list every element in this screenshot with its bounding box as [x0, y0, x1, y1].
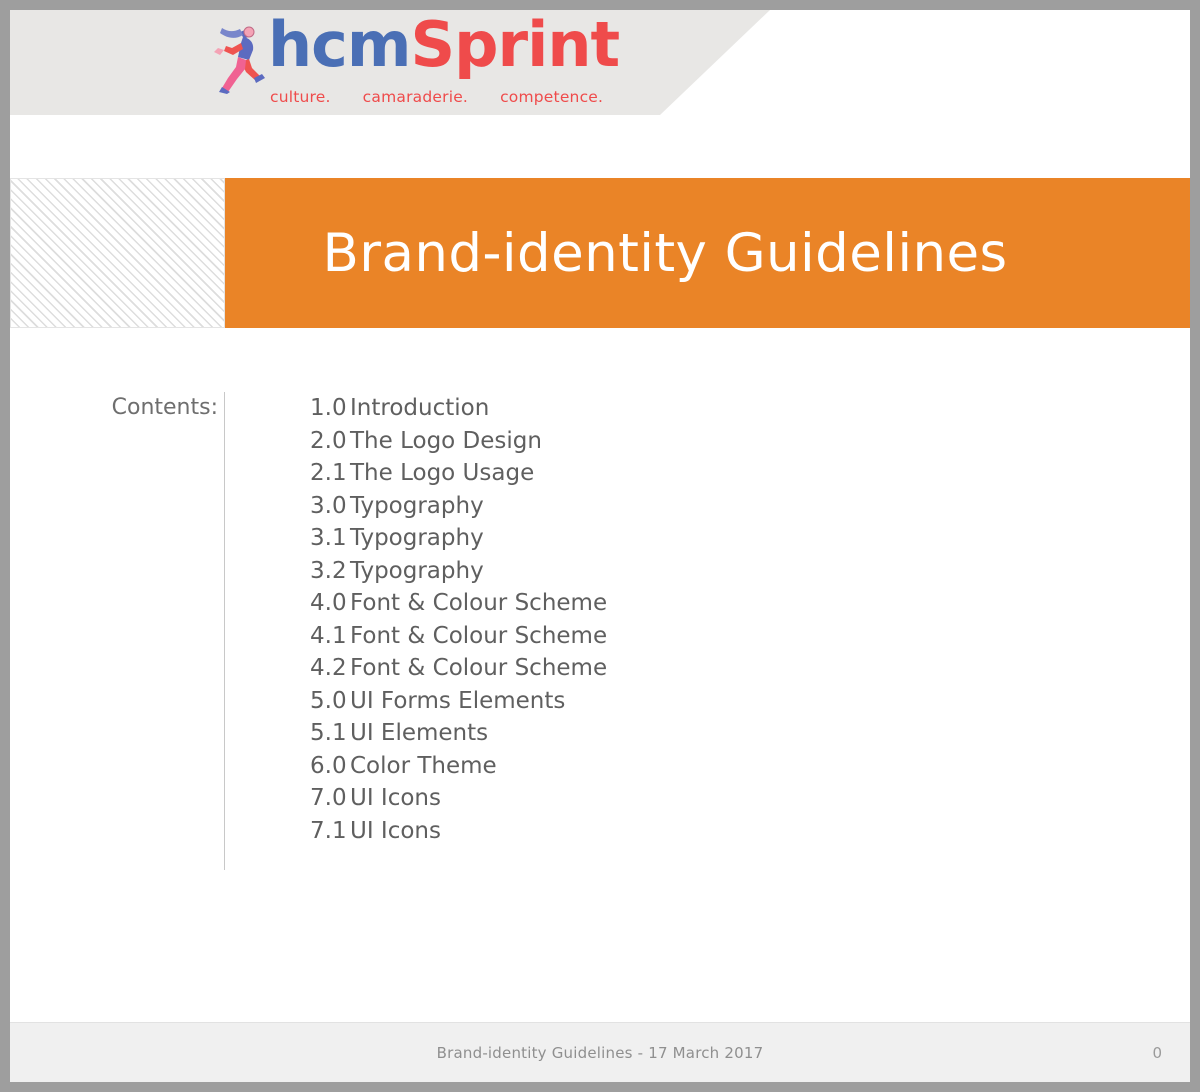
toc-number: 3.2 [310, 557, 347, 584]
list-item[interactable] [310, 815, 1010, 848]
logo-text-hcm: hcm [268, 10, 411, 81]
toc-label: Introduction [350, 395, 490, 421]
slide-footer [10, 1022, 1190, 1082]
list-item[interactable] [310, 717, 1010, 750]
contents-label: Contents: [111, 395, 218, 420]
logo-tagline [270, 88, 635, 106]
toc-number: 4.1 [310, 622, 347, 649]
running-person-icon [210, 26, 268, 94]
toc-number: 4.2 [310, 655, 347, 681]
list-item[interactable] [310, 392, 1010, 425]
toc-label: Font & Colour Scheme [350, 655, 608, 681]
list-item[interactable] [310, 782, 1010, 815]
toc-number: 6.0 [310, 752, 347, 779]
list-item[interactable] [310, 457, 1010, 490]
toc-number: 3.0 [310, 492, 347, 519]
toc-number: 7.1 [310, 817, 347, 844]
toc-label: Typography [350, 525, 484, 551]
tagline-word-2: camaraderie. [362, 88, 469, 106]
toc-number: 1.0 [310, 395, 347, 421]
list-item[interactable] [310, 750, 1010, 783]
toc-label: Typography [350, 492, 484, 519]
logo-text-sprint: Sprint [410, 10, 620, 81]
page-title: Brand-identity Guidelines [322, 222, 1008, 284]
toc-number: 4.0 [310, 590, 347, 616]
toc-label: UI Icons [350, 785, 441, 811]
footer-caption: Brand-identity Guidelines - 17 March 2017 [436, 1043, 764, 1062]
toc-number: 2.1 [310, 460, 347, 486]
toc-number: 2.0 [310, 427, 347, 454]
toc-label: Color Theme [350, 752, 497, 779]
slide-canvas [10, 10, 1190, 1082]
toc-label: The Logo Usage [350, 460, 535, 486]
brand-logo [210, 10, 630, 110]
toc-label: Font & Colour Scheme [350, 622, 608, 649]
list-item[interactable] [310, 620, 1010, 653]
logo-wordmark [268, 10, 620, 81]
toc-label: UI Elements [350, 720, 489, 746]
tagline-word-1: culture. [270, 88, 331, 106]
list-item[interactable] [310, 490, 1010, 523]
toc-label: Typography [350, 557, 484, 584]
toc-label: UI Icons [350, 817, 441, 844]
toc-label: The Logo Design [350, 427, 542, 454]
toc-number: 3.1 [310, 525, 347, 551]
list-item[interactable] [310, 522, 1010, 555]
page-number: 0 [1152, 1043, 1162, 1062]
toc-number: 5.0 [310, 687, 347, 714]
toc-number: 7.0 [310, 785, 347, 811]
tagline-word-3: competence. [500, 88, 604, 106]
list-item[interactable] [310, 425, 1010, 458]
toc-label: UI Forms Elements [350, 687, 566, 714]
toc-number: 5.1 [310, 720, 347, 746]
vertical-divider [224, 392, 225, 870]
title-band [225, 178, 1190, 328]
toc-label: Font & Colour Scheme [350, 590, 608, 616]
list-item[interactable] [310, 652, 1010, 685]
list-item[interactable] [310, 587, 1010, 620]
list-item[interactable] [310, 685, 1010, 718]
list-item[interactable] [310, 555, 1010, 588]
hatched-decoration [10, 178, 225, 328]
table-of-contents [310, 392, 1010, 847]
